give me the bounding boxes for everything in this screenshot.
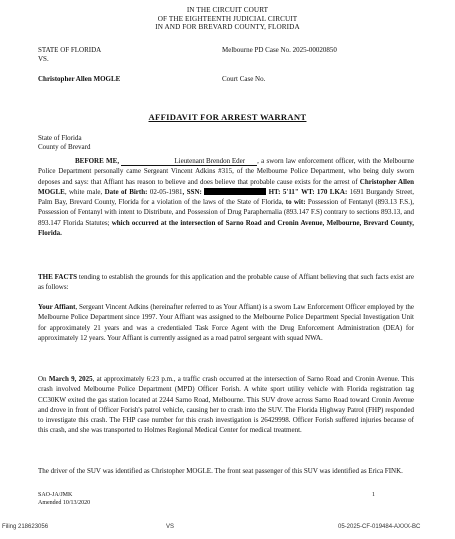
- your-affiant-lead: Your Affiant: [38, 303, 76, 311]
- form-amended-date: Amended 10/13/2020: [38, 500, 91, 506]
- footer-vs: VS: [166, 524, 175, 530]
- the-facts-text: tending to establish the grounds for this application and the probable cause of Affiant believing that such facts exist are as follows:: [38, 273, 414, 292]
- ssn-label: , SSN:: [182, 187, 202, 196]
- paragraph-your-affiant: [38, 302, 414, 343]
- footer-case-number: 05-2025-CF-019484-AXXX-BC: [338, 524, 421, 530]
- the-facts-lead: THE FACTS: [38, 273, 78, 281]
- page-number: 1: [372, 492, 375, 498]
- before-me-lead: BEFORE ME,: [75, 157, 120, 165]
- caption-vs: VS.: [38, 55, 49, 63]
- crash-lead: On: [38, 375, 47, 383]
- height-weight: HT: 5'11" WT: 170 LKA:: [268, 187, 348, 196]
- ssn-redaction: [204, 188, 266, 195]
- to-wit: to wit:: [285, 198, 306, 207]
- paragraph-crash: [38, 374, 414, 436]
- offense-location: which occurred at the intersection of Sarno Road and Cronin Avenue, Melbourne, Brevard County, Florida.: [38, 218, 414, 238]
- defendant-name: Christopher Allen MOGLE: [38, 177, 415, 196]
- charges: Possession of Fentanyl (893.13 F.S.), Possession of Fentanyl with intent to Distribute, and Possession of Drug Paraphernalia (893.147 F.S) contrary to sections 893.13, and 893.147 Florida Statutes;: [38, 198, 415, 227]
- venue-state: State of Florida: [38, 134, 82, 142]
- footer-filing-number: Filing 218623056: [2, 524, 49, 530]
- defendant-description: , white male,: [64, 187, 103, 196]
- caption-defendant: Christopher Allen MOGLE: [38, 75, 121, 83]
- dob-value: 02-05-1981: [149, 187, 183, 196]
- before-me-text: , a sworn law enforcement officer, with the Melbourne Police Department personally came Sergeant Vincent Adkins #315, of the Melbourne Police Department, who being duly sworn deposes and says: that Affiant has reason to believe and does believe that probable cause exists for the arrest of: [38, 157, 414, 186]
- dob-label: Date of Birth:: [104, 187, 148, 196]
- caption-state: STATE OF FLORIDA: [38, 46, 102, 54]
- court-name-line-1: IN THE CIRCUIT COURT: [186, 6, 269, 14]
- crash-text: , at approximately 6:23 p.m., a traffic crash occurred at the intersection of Sarno Road and Cronin Avenue. This crash involved Melbourne Police Department (MPD) Officer Forish. A white sport utility vehicle with Florida registration tag CC30KW exited the gas station located at 2244 Sarno Road, Melbourne. This SUV drove across Sarno Road toward Cronin Avenue and drove in front of Officer Forish's patrol vehicle, causing her to crash into the SUV. The Florida Highway Patrol (FHP) responded to investigate this crash. The FHP case number for this crash investigation is 26429998. Officer Forish suffered injuries because of this crash, and she was transported to Holmes Regional Medical Center for medical treatment.: [38, 375, 414, 435]
- your-affiant-text: , Sergeant Vincent Adkins (hereinafter referred to as Your Affiant) is a sworn Law Enforcement Officer employed by the Melbourne Police Department since 1997. Your Affiant was assigned to the Melbourne Police Department Special Investigation Unit for approximately 21 years and was a credentialed Task Force Agent with the Drug Enforcement Administration (DEA) for approximately 12 years. Your Affiant is currently assigned as a road patrol sergeant with squad NWA.: [38, 303, 415, 342]
- officer-name: Lieutenant Brendon Eder: [121, 157, 257, 166]
- document-title: AFFIDAVIT FOR ARREST WARRANT: [148, 112, 307, 122]
- paragraph-before-me: [38, 156, 414, 238]
- court-name-line-3: IN AND FOR BREVARD COUNTY, FLORIDA: [155, 23, 300, 32]
- venue-county: County of Brevard: [38, 142, 91, 151]
- form-code: SAO-JA/JMK: [38, 492, 73, 498]
- court-case-number: Court Case No.: [222, 75, 266, 83]
- crash-date: March 9, 2025: [48, 375, 93, 383]
- paragraph-driver: The driver of the SUV was identified as Christopher MOGLE. The front seat passenger of this SUV was identified as Erica FINK.: [38, 467, 403, 475]
- pd-case-number: Melbourne PD Case No. 2025-00020850: [222, 46, 337, 54]
- court-name-line-2: OF THE EIGHTEENTH JUDICIAL CIRCUIT: [157, 14, 298, 23]
- paragraph-the-facts: [38, 272, 414, 293]
- defendant-address: 1691 Burgandy Street, Palm Bay, Brevard County, Florida for a violation of the laws of the State of Florida,: [38, 187, 414, 207]
